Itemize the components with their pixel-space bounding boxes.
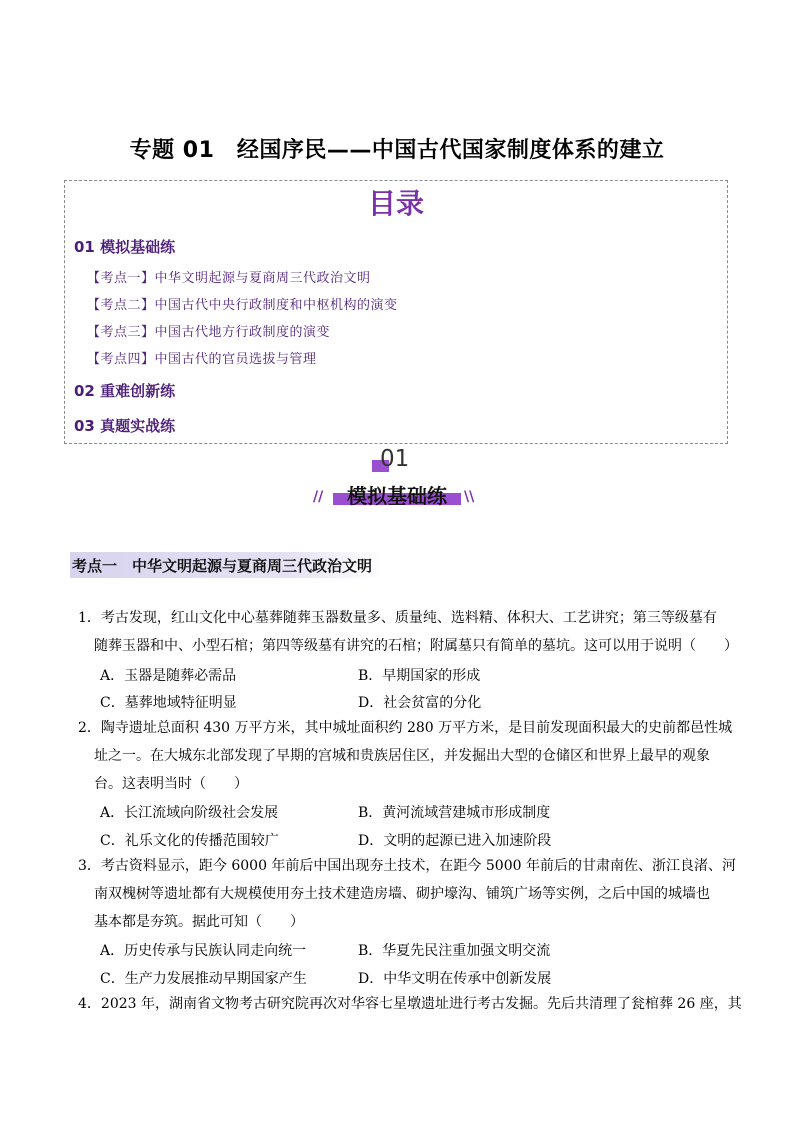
document-title: 专题 01 经国序民——中国古代国家制度体系的建立 (129, 138, 665, 163)
question-3 (78, 852, 736, 936)
option-a[interactable]: A．长江流域向阶级社会发展 (100, 805, 279, 821)
question-2 (78, 714, 733, 798)
toc-heading: 目录 (367, 187, 424, 220)
toc-item-kaodian-1[interactable]: 【考点一】中华文明起源与夏商周三代政治文明 (87, 271, 371, 286)
option-a[interactable]: A．玉器是随葬必需品 (100, 668, 237, 684)
question-line: 随葬玉器和中、小型石棺；第四等级墓有讲究的石棺；附属墓只有简单的墓坑。这可以用于说明（ ） (94, 638, 738, 654)
option-a[interactable]: A．历史传承与民族认同走向统一 (100, 943, 307, 959)
question-line: 4．2023 年，湖南省文物考古研究院再次对华容七星墩遗址进行考古发掘。先后共清理了瓮棺葬 26 座，其 (78, 996, 742, 1012)
option-c[interactable]: C．礼乐文化的传播范围较广 (100, 833, 279, 849)
option-d[interactable]: D．中华文明在传承中创新发展 (358, 971, 552, 987)
question-line: 2．陶寺遗址总面积 430 万平方米，其中城址面积约 280 万平方米，是目前发现面积最大的史前都邑性城 (78, 720, 733, 736)
question-4 (78, 990, 742, 1018)
section-number-badge (372, 448, 422, 474)
toc-item-kaodian-4[interactable]: 【考点四】中国古代的官员选拔与管理 (87, 352, 317, 367)
question-1 (78, 604, 738, 660)
option-d[interactable]: D．文明的起源已进入加速阶段 (358, 833, 552, 849)
section-title: 模拟基础练 (347, 484, 447, 508)
question-line: 南双槐树等遗址都有大规模使用夯土技术建造房墙、砌护壕沟、铺筑广场等实例，之后中国的城墙也 (94, 886, 710, 902)
option-b[interactable]: B．早期国家的形成 (358, 668, 481, 684)
toc-section-1[interactable]: 01 模拟基础练 (74, 238, 176, 256)
toc-item-kaodian-3[interactable]: 【考点三】中国古代地方行政制度的演变 (87, 325, 331, 340)
toc-section-2[interactable]: 02 重难创新练 (74, 382, 176, 400)
right-deco-slashes: \\ (464, 489, 475, 505)
option-b[interactable]: B．黄河流域营建城市形成制度 (358, 805, 551, 821)
toc-section-3[interactable]: 03 真题实战练 (74, 417, 176, 435)
option-b[interactable]: B．华夏先民注重加强文明交流 (358, 943, 551, 959)
question-line: 址之一。在大城东北部发现了早期的宫城和贵族居住区，并发掘出大型的仓储区和世界上最早的观象 (94, 748, 710, 764)
question-line: 3．考古资料显示，距今 6000 年前后中国出现夯土技术，在距今 5000 年前后的甘肃南佐、浙江良渚、河 (78, 858, 736, 874)
toc-item-kaodian-2[interactable]: 【考点二】中国古代中央行政制度和中枢机构的演变 (87, 298, 398, 313)
option-d[interactable]: D．社会贫富的分化 (358, 695, 482, 711)
option-c[interactable]: C．墓葬地域特征明显 (100, 695, 237, 711)
kaodian-heading: 考点一 中华文明起源与夏商周三代政治文明 (72, 557, 373, 575)
section-number: 01 (380, 446, 410, 472)
question-line: 1．考古发现，红山文化中心墓葬随葬玉器数量多、质量纯、选料精、体积大、工艺讲究；第三等级墓有 (78, 610, 717, 626)
left-deco-slashes: // (313, 489, 324, 505)
option-c[interactable]: C．生产力发展推动早期国家产生 (100, 971, 307, 987)
question-line: 台。这表明当时（ ） (94, 776, 248, 792)
question-line: 基本都是夯筑。据此可知（ ） (94, 914, 304, 930)
